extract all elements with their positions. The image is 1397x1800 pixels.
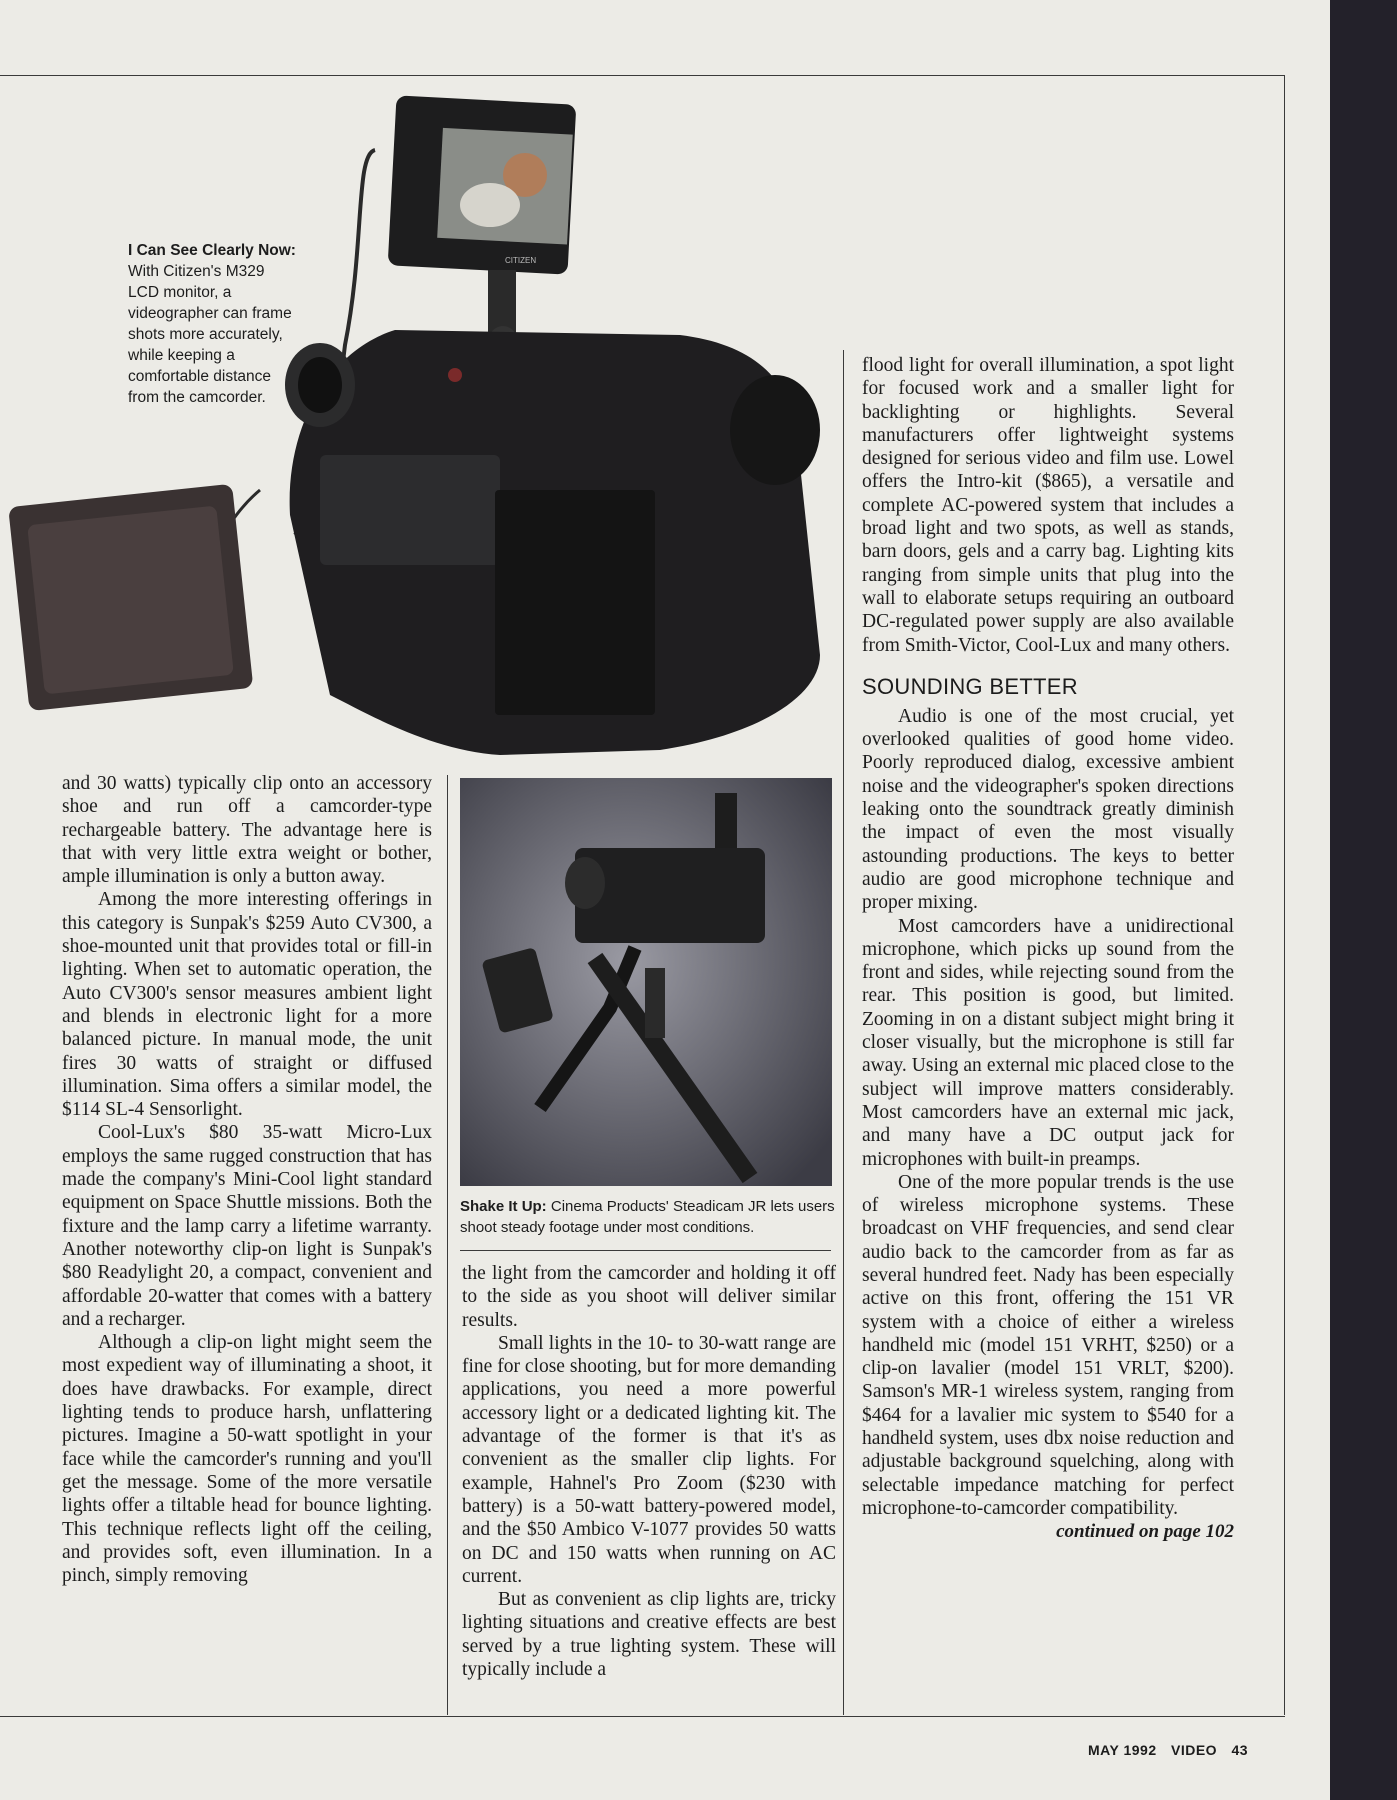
steadicam-photo (460, 778, 832, 1186)
caption-body: With Citizen's M329 LCD monitor, a videographer can frame shots more accurately, while keeping a comfortable distance from the camcorder. (128, 263, 292, 406)
paragraph: flood light for overall illumination, a spot light for focused work and a smaller light for backlighting or highlights. Several manufacturers offer lightweight systems designed for serious video and film use. Lowel offers the Intro-kit ($865), a versatile and complete AC-powered system that includes a broad light and two spots, as well as stands, barn doors, gels and a carry bag. Lighting kits ranging from simple units that plug into the wall to elaborate setups requiring an outboard DC-regulated power supply are also available from Smith-Victor, Cool-Lux and many others. (862, 355, 1234, 656)
paragraph: and 30 watts) typically clip onto an accessory shoe and run off a camcorder-type rechargeable battery. The advantage here is that with very little extra weight or bother, ample illumination is only a button away. (62, 773, 432, 888)
continued-note: continued on page 102 (1056, 1521, 1234, 1543)
caption-body: Cinema Products' Steadicam JR lets users shoot steady footage under most conditions. (460, 1198, 835, 1236)
right-margin-rule (1284, 75, 1285, 1715)
paragraph: Audio is one of the most crucial, yet overlooked qualities of good home video. Poorly reproduced dialog, excessive ambient noise and the videographer's spoken directions leaking onto the soundtrack greatly diminish the impact of even the most visually astounding productions. The keys to better audio are good microphone technique and proper mixing. (862, 705, 1234, 914)
paragraph: Most camcorders have a unidirectional microphone, which picks up sound from the front and sides, while rejecting sound from the rear. This position is good, but limited. Zooming in on a distant subject might bring it closer visually, but the microphone is still far away. Using an external mic placed close to the subject will improve matters considerably. Most camcorders have an external mic jack, and many have a DC output jack for microphones with built-in preamps. (862, 915, 1234, 1170)
bottom-rule (0, 1716, 1285, 1717)
page-binding-edge (1330, 0, 1397, 1800)
folio-page-number: 43 (1231, 1742, 1249, 1758)
section-heading: SOUNDING BETTER (862, 673, 1078, 699)
caption-title: Shake It Up: (460, 1198, 547, 1215)
paragraph: the light from the camcorder and holding it off to the side as you shoot will deliver similar results. (462, 1263, 836, 1331)
paragraph: But as convenient as clip lights are, tricky lighting situations and creative effects are best served by a true lighting system. These will typically include a (462, 1589, 836, 1681)
camcorder-monitor-photo (0, 95, 845, 775)
text-column-2 (462, 1262, 836, 1681)
steadicam-caption (460, 1196, 835, 1238)
caption-title: I Can See Clearly Now: (128, 242, 296, 259)
column-rule-1 (447, 775, 448, 1715)
page-folio (1088, 1742, 1258, 1758)
camcorder-monitor-caption (128, 240, 298, 408)
text-column-3 (862, 354, 1234, 1544)
text-column-1 (62, 772, 432, 1587)
monitor-brand-label: CITIZEN (505, 256, 537, 265)
paragraph: Among the more interesting offerings in this category is Sunpak's $259 Auto CV300, a shoe-mounted unit that provides total or fill-in lighting. When set to automatic operation, the Auto CV300's sensor measures ambient light and blends in electronic light for a more balanced picture. In manual mode, the unit fires 30 watts of straight or diffused illumination. Sima offers a similar model, the $114 SL-4 Sensorlight. (62, 889, 432, 1121)
folio-magazine: VIDEO (1171, 1742, 1218, 1758)
paragraph: Although a clip-on light might seem the most expedient way of illuminating a shoot, it does have drawbacks. For example, direct lighting tends to produce harsh, unflattering pictures. Imagine a 50-watt spotlight in your face while the camcorder's running and you'll get the message. Some of the more versatile lights offer a tiltable head for bounce lighting. This technique reflects light off the ceiling, and provides soft, even illumination. In a pinch, simply removing (62, 1332, 432, 1587)
paragraph: One of the more popular trends is the use of wireless microphone systems. These broadcast on VHF frequencies, and send clear audio back to the camcorder from as far as several hundred feet. Nady has been especially active on this front, offering the 151 VR system with a choice of either a wireless handheld mic (model 151 VRHT, $250) or a clip-on lavalier (model 151 VRLT, $200). Samson's MR-1 wireless system, ranging from $464 for a lavalier mic system to $540 for a handheld system, uses dbx noise reduction and adjustable background squelching, along with selectable impedance matching for perfect microphone-to-camcorder compatibility. (862, 1171, 1234, 1519)
caption-rule (460, 1250, 831, 1251)
top-rule (0, 75, 1285, 76)
folio-date: MAY 1992 (1088, 1742, 1157, 1758)
paragraph: Cool-Lux's $80 35-watt Micro-Lux employs the same rugged construction that has made the company's Mini-Cool light standard equipment on Space Shuttle missions. Both the fixture and the lamp carry a lifetime warranty. Another noteworthy clip-on light is Sunpak's $80 Readylight 20, a compact, convenient and affordable 20-watter that comes with a battery and a recharger. (62, 1122, 432, 1330)
paragraph: Small lights in the 10- to 30-watt range are fine for close shooting, but for more demanding applications, you need a more powerful accessory light or a dedicated lighting kit. The advantage of the former is that it's as convenient as the smaller clip lights. For example, Hahnel's Pro Zoom ($230 with battery) is a 50-watt battery-powered model, and the $50 Ambico V-1077 provides 50 watts on DC and 150 watts when running on AC current. (462, 1332, 836, 1587)
